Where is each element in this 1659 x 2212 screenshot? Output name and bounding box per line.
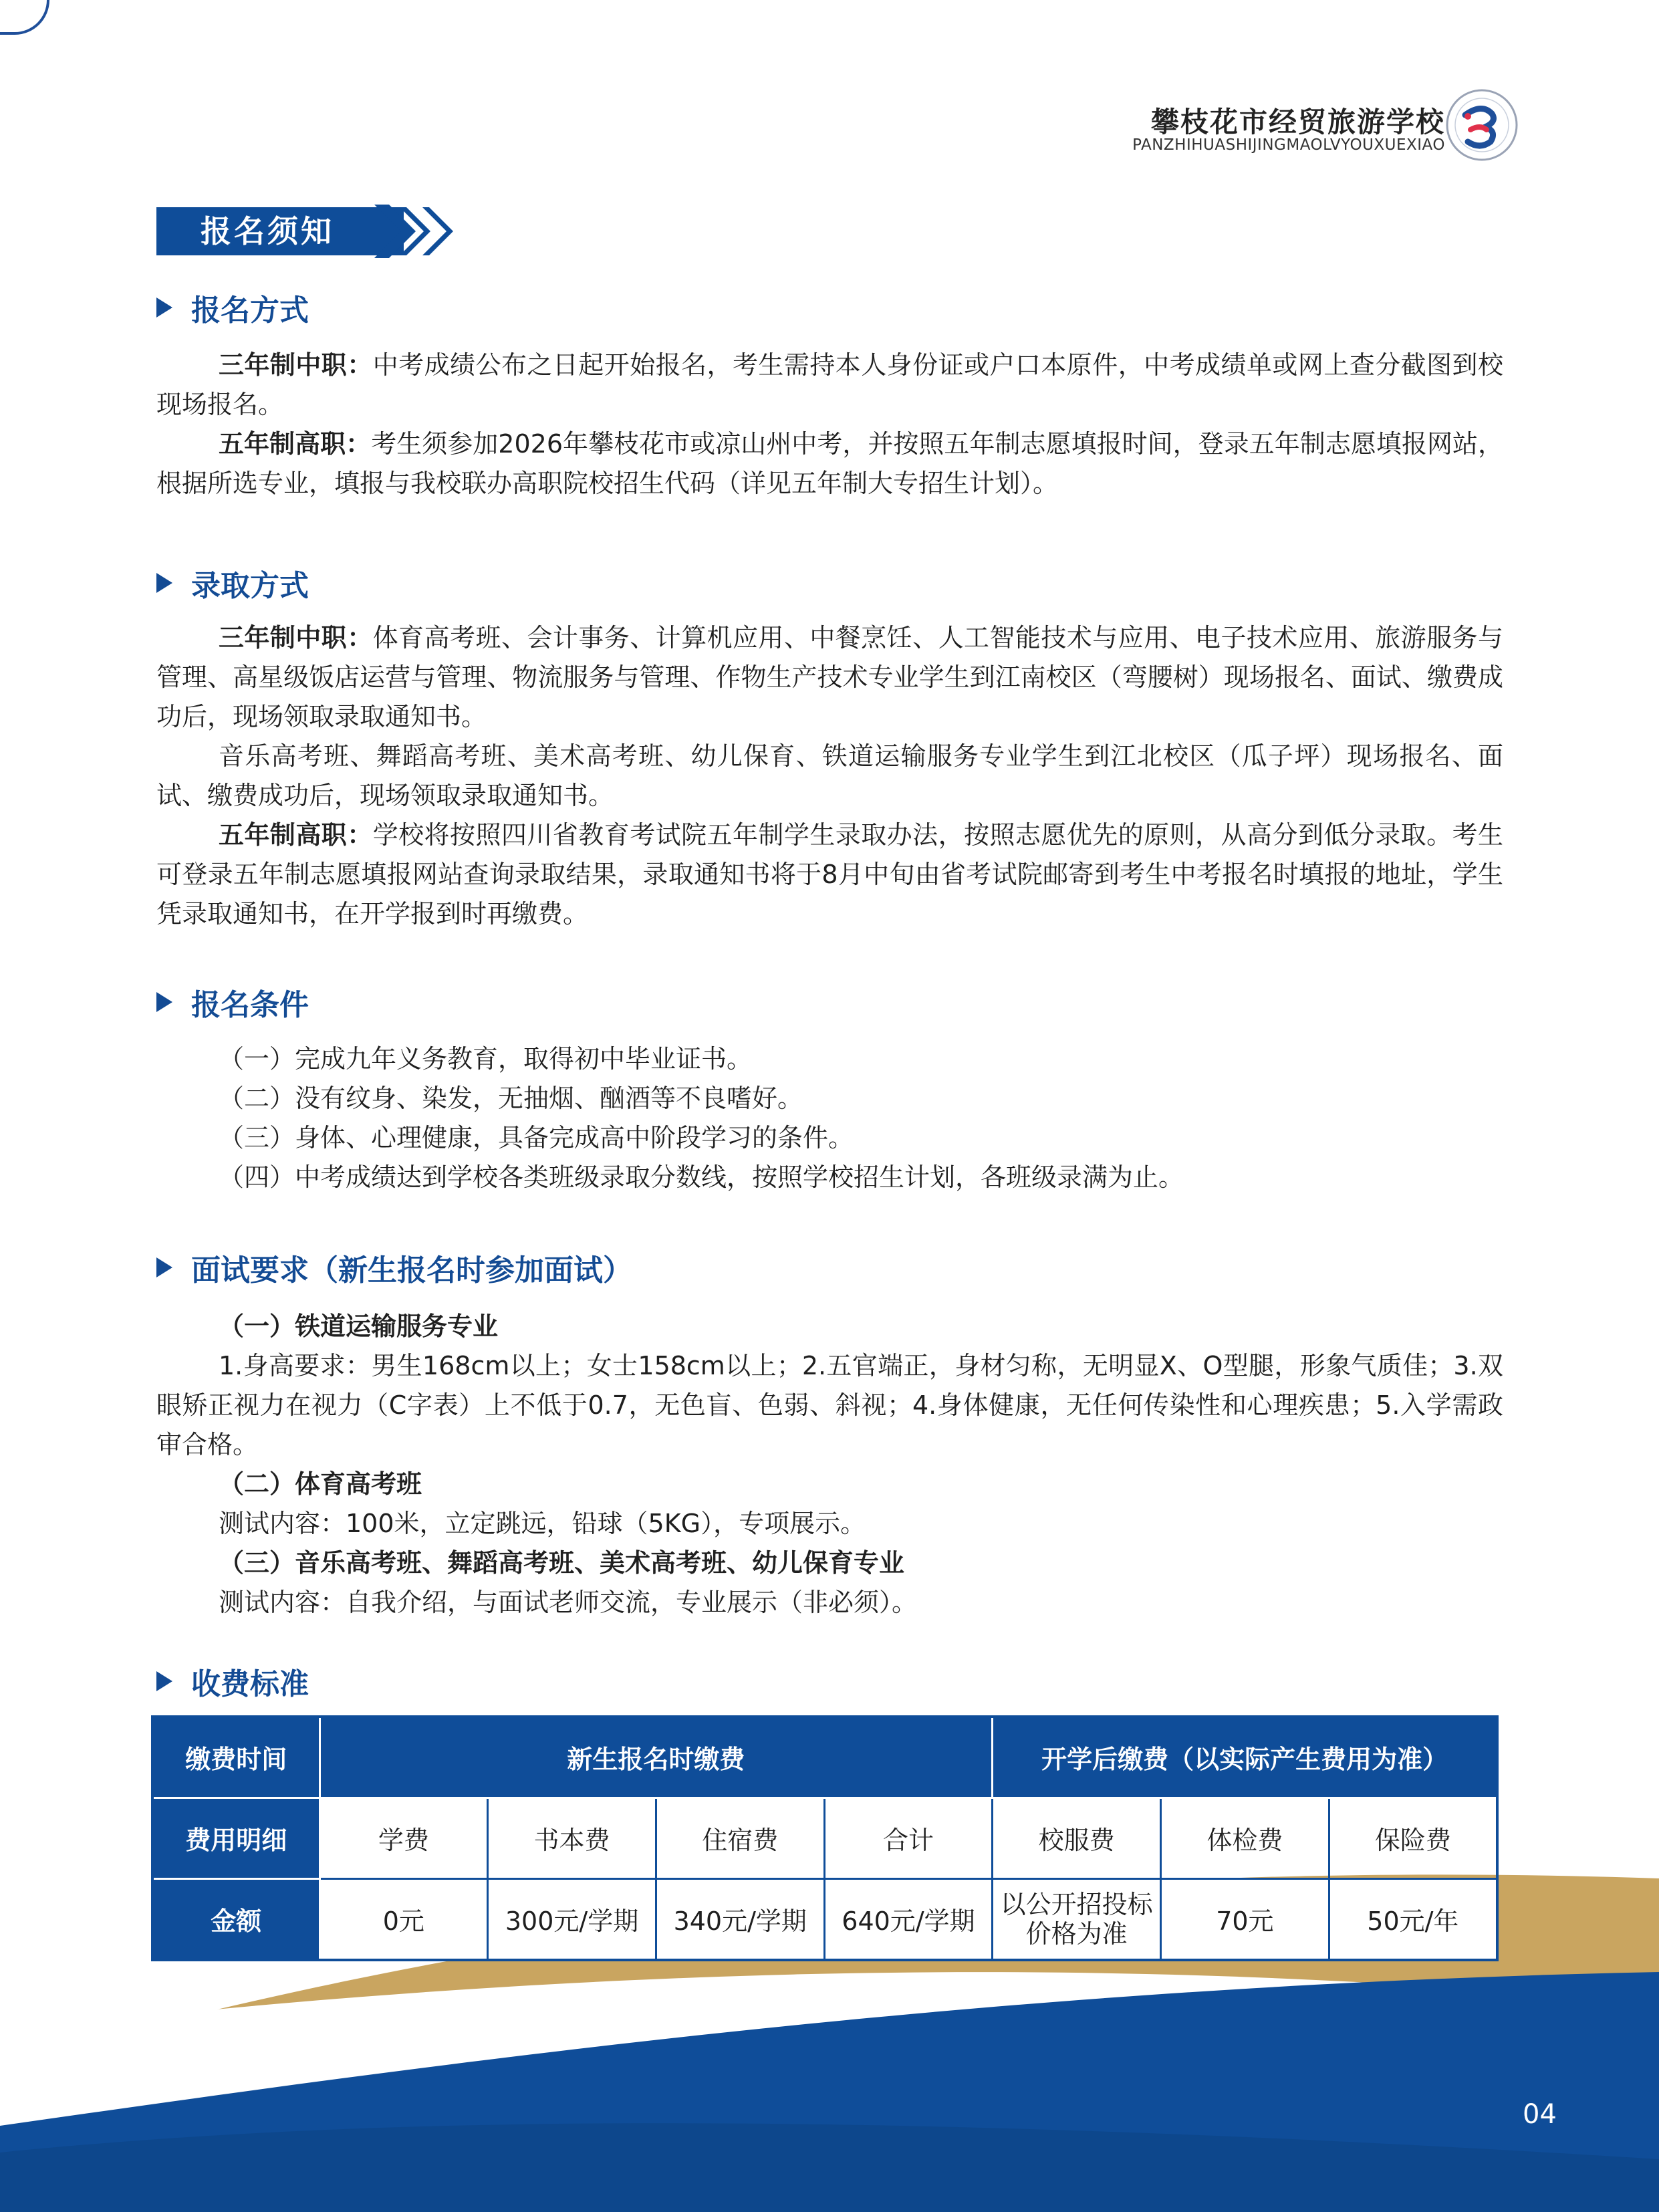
chevrons-icon: [374, 205, 475, 258]
rail-text: 1.身高要求：男生168cm以上；女士158cm以上；2.五官端正，身材匀称，无明显X、O型腿，形象气质佳；3.双眼矫正视力在视力（C字表）上不低于0.7，无色盲、色弱、斜视；4.身体健康，无任何传染性和心理疾患；5.入学需政审合格。: [156, 1351, 1503, 1459]
rail-title: （一）铁道运输服务专业: [219, 1312, 499, 1341]
section-registration-title: [156, 286, 309, 329]
school-logo-icon: [1445, 88, 1519, 162]
section-registration-label: 报名方式: [191, 293, 309, 328]
fee-item-name: 书本费: [488, 1798, 656, 1878]
interview-body: [156, 1307, 1503, 1622]
admission-three-year-label: 三年制中职：: [219, 623, 373, 652]
condition-item: （二）没有纹身、染发，无抽烟、酗酒等不良嗜好。: [219, 1084, 803, 1113]
sports-text: 测试内容：100米，立定跳远，铅球（5KG），专项展示。: [219, 1509, 866, 1538]
fee-detail-header: 费用明细: [152, 1798, 320, 1878]
table-row: [152, 1717, 1497, 1798]
five-year-text: 考生须参加2026年攀枝花市或凉山州中考，并按照五年制志愿填报时间，登录五年制志愿填报网站，根据所选专业，填报与我校联办高职院校招生代码（详见五年制大专招生计划）。: [156, 429, 1503, 498]
fee-item-name: 住宿费: [656, 1798, 824, 1878]
admission-five-year-label: 五年制高职：: [219, 820, 373, 850]
section-interview-label: 面试要求（新生报名时参加面试）: [191, 1253, 632, 1287]
three-year-text: 中考成绩公布之日起开始报名，考生需持本人身份证或户口本原件，中考成绩单或网上查分截图到校现场报名。: [156, 350, 1503, 419]
fee-item-name: 校服费: [993, 1798, 1161, 1878]
fee-item-name: 体检费: [1161, 1798, 1329, 1878]
group-new-header: 新生报名时缴费: [320, 1717, 993, 1798]
triangle-bullet-icon: [156, 992, 172, 1012]
corner-mark: [0, 0, 49, 35]
arts-text: 测试内容：自我介绍，与面试老师交流，专业展示（非必须）。: [219, 1588, 918, 1617]
fee-amount-line: 以公开招投标: [1000, 1889, 1153, 1919]
arts-title: （三）音乐高考班、舞蹈高考班、美术高考班、幼儿保育专业: [219, 1548, 905, 1578]
three-year-label: 三年制中职：: [219, 350, 373, 380]
section-admission-title: [156, 562, 309, 604]
admission-five-year-text: 学校将按照四川省教育考试院五年制学生录取办法，按照志愿优先的原则，从高分到低分录取。考生可登录五年制志愿填报网站查询录取结果，录取通知书将于8月中旬由省考试院邮寄到考生中考报名时填报的地址，学生凭录取通知书，在开学报到时再缴费。: [156, 820, 1503, 929]
table-row: [152, 1878, 1497, 1960]
fee-item-name: 保险费: [1329, 1798, 1497, 1878]
triangle-bullet-icon: [156, 297, 172, 318]
fee-amount: 300元/学期: [488, 1878, 656, 1960]
fee-amount: 640元/学期: [824, 1878, 993, 1960]
fee-amount: 50元/年: [1329, 1878, 1497, 1960]
school-pinyin: PANZHIHUASHIJINGMAOLVYOUXUEXIAO: [1132, 136, 1445, 154]
admission-three-year-text: 体育高考班、会计事务、计算机应用、中餐烹饪、人工智能技术与应用、电子技术应用、旅游服务与管理、高星级饭店运营与管理、物流服务与管理、作物生产技术专业学生到江南校区（弯腰树）现场报名、面试、缴费成功后，现场领取录取通知书。: [156, 623, 1503, 731]
triangle-bullet-icon: [156, 1257, 172, 1277]
table-row: [152, 1798, 1497, 1878]
fee-amount-line: 价格为准: [1025, 1919, 1128, 1949]
fee-time-header: 缴费时间: [152, 1717, 320, 1798]
condition-item: （三）身体、心理健康，具备完成高中阶段学习的条件。: [219, 1123, 854, 1152]
section-interview-title: [156, 1246, 632, 1289]
section-fees-label: 收费标准: [191, 1667, 309, 1701]
fee-table: [151, 1715, 1499, 1961]
group-after-header: 开学后缴费（以实际产生费用为准）: [993, 1717, 1497, 1798]
fee-amount-header: 金额: [152, 1878, 320, 1960]
fee-amount-uniform: [993, 1878, 1161, 1960]
section-conditions-title: [156, 981, 309, 1023]
section-fees-title: [156, 1660, 309, 1703]
five-year-label: 五年制高职：: [219, 429, 372, 459]
fee-item-name: 学费: [320, 1798, 488, 1878]
fee-item-name: 合计: [824, 1798, 993, 1878]
fee-amount: 70元: [1161, 1878, 1329, 1960]
section-conditions-label: 报名条件: [191, 988, 309, 1022]
condition-item: （一）完成九年义务教育，取得初中毕业证书。: [219, 1044, 753, 1074]
sports-title: （二）体育高考班: [219, 1469, 422, 1499]
triangle-bullet-icon: [156, 573, 172, 593]
admission-body: [156, 618, 1503, 934]
admission-north-campus-text: 音乐高考班、舞蹈高考班、美术高考班、幼儿保育、铁道运输服务专业学生到江北校区（瓜子坪）现场报名、面试、缴费成功后，现场领取录取通知书。: [156, 741, 1503, 810]
conditions-list: [156, 1039, 1503, 1197]
banner-title: 报名须知: [201, 213, 334, 249]
fee-amount: 0元: [320, 1878, 488, 1960]
section-admission-label: 录取方式: [191, 569, 309, 603]
school-name: 攀枝花市经贸旅游学校: [1150, 106, 1445, 138]
condition-item: （四）中考成绩达到学校各类班级录取分数线，按照学校招生计划，各班级录满为止。: [219, 1162, 1184, 1192]
fee-amount: 340元/学期: [656, 1878, 824, 1960]
page-number: 04: [1523, 2099, 1557, 2130]
registration-body: [156, 346, 1503, 503]
triangle-bullet-icon: [156, 1671, 172, 1691]
